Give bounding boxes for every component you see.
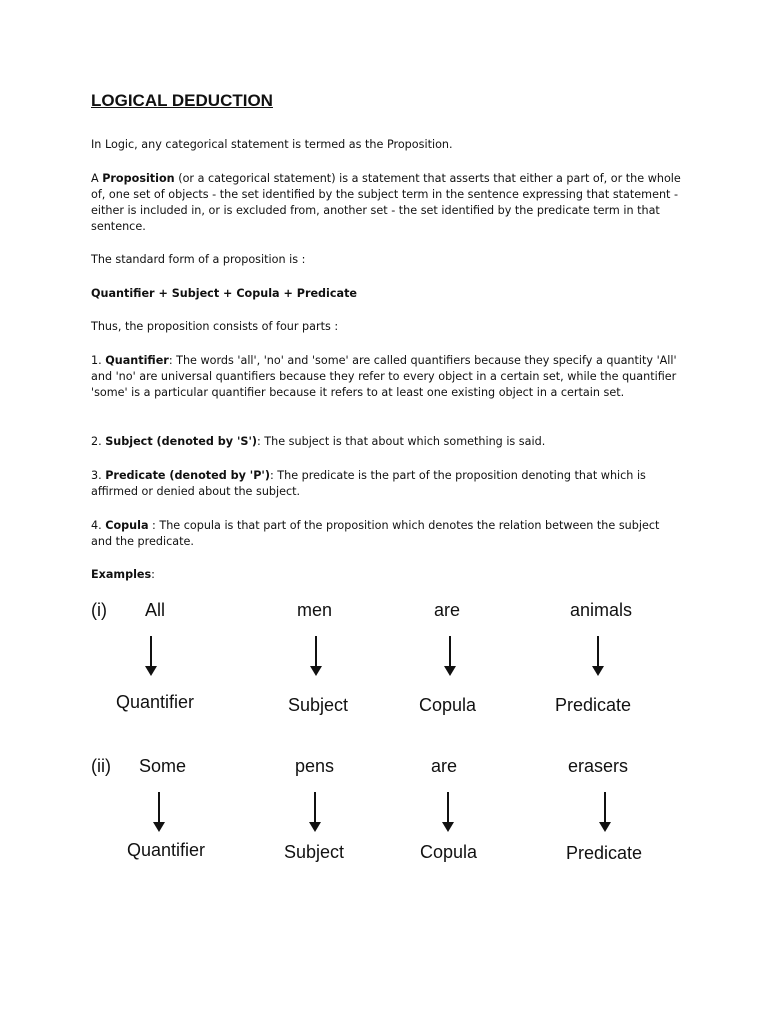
down-arrow-icon [309, 636, 323, 676]
part-number: 1. [91, 354, 106, 367]
down-arrow-icon [591, 636, 605, 676]
part-text: : The predicate is the part of the proposition denoting that which is affirmed or denied about the subject. [91, 469, 646, 498]
part-predicate [91, 468, 681, 500]
page-title: LOGICAL DEDUCTION [91, 91, 273, 110]
down-arrow-icon [443, 636, 457, 676]
part-term: Subject (denoted by 'S') [105, 435, 257, 448]
part-copula [91, 518, 681, 550]
example-word-quantifier: All [145, 600, 166, 620]
parts-intro: Thus, the proposition consists of four parts : [91, 320, 339, 333]
standard-form [91, 286, 681, 302]
example-word-quantifier: Some [139, 756, 187, 776]
part-number: 4. [91, 519, 106, 532]
part-number: 2. [91, 435, 106, 448]
example-word-subject: men [297, 600, 333, 620]
definition-prefix: A [91, 172, 103, 185]
down-arrow-icon [441, 792, 455, 832]
part-term: Quantifier [105, 354, 169, 367]
example-word-subject: pens [295, 756, 335, 776]
example-label-copula: Copula [419, 695, 477, 715]
down-arrow-icon [144, 636, 158, 676]
standard-form-intro: The standard form of a proposition is : [91, 253, 306, 266]
down-arrow-icon [152, 792, 166, 832]
part-number: 3. [91, 469, 106, 482]
example-label-subject: Subject [288, 695, 349, 715]
examples-heading [91, 567, 681, 583]
intro-paragraph: In Logic, any categorical statement is termed as the Proposition. [91, 138, 453, 151]
definition-paragraph [91, 171, 681, 235]
down-arrow-icon [598, 792, 612, 832]
part-quantifier [91, 353, 681, 401]
part-text: : The words 'all', 'no' and 'some' are called quantifiers because they specify a quantity 'All' and 'no' are universal quantifiers because they refer to every object in a certain set, while the quantifier 'some' is a particular quantifier because it refers to at least one existing object in a certain set. [91, 354, 677, 399]
part-term: Predicate (denoted by 'P') [105, 469, 270, 482]
example-label-quantifier: Quantifier [116, 692, 195, 712]
part-subject [91, 434, 681, 450]
example-marker: (i) [91, 600, 107, 620]
example-word-copula: are [431, 756, 458, 776]
part-text: : The copula is that part of the proposition which denotes the relation between the subject and the predicate. [91, 519, 660, 548]
example-label-predicate: Predicate [566, 843, 643, 863]
example-word-predicate: animals [570, 600, 633, 620]
down-arrow-icon [308, 792, 322, 832]
example-label-quantifier: Quantifier [127, 840, 206, 860]
definition-term: Proposition [102, 172, 175, 185]
example-marker: (ii) [91, 756, 111, 776]
example-label-copula: Copula [420, 842, 478, 862]
example-word-copula: are [434, 600, 461, 620]
example-word-predicate: erasers [568, 756, 629, 776]
part-term: Copula [105, 519, 149, 532]
examples-colon: : [151, 568, 155, 581]
standard-form-text: Quantifier + Subject + Copula + Predicate [91, 287, 358, 300]
definition-text: (or a categorical statement) is a statement that asserts that either a part of, or the whole of, one set of objects - the set identified by the subject term in the sentence expressing that statement - either is included in, or is excluded from, another set - the set identified by the predicate term in that sentence. [91, 172, 681, 233]
examples-label: Examples [91, 568, 152, 581]
part-text: : The subject is that about which something is said. [256, 435, 546, 448]
example-label-predicate: Predicate [555, 695, 632, 715]
example-label-subject: Subject [284, 842, 345, 862]
